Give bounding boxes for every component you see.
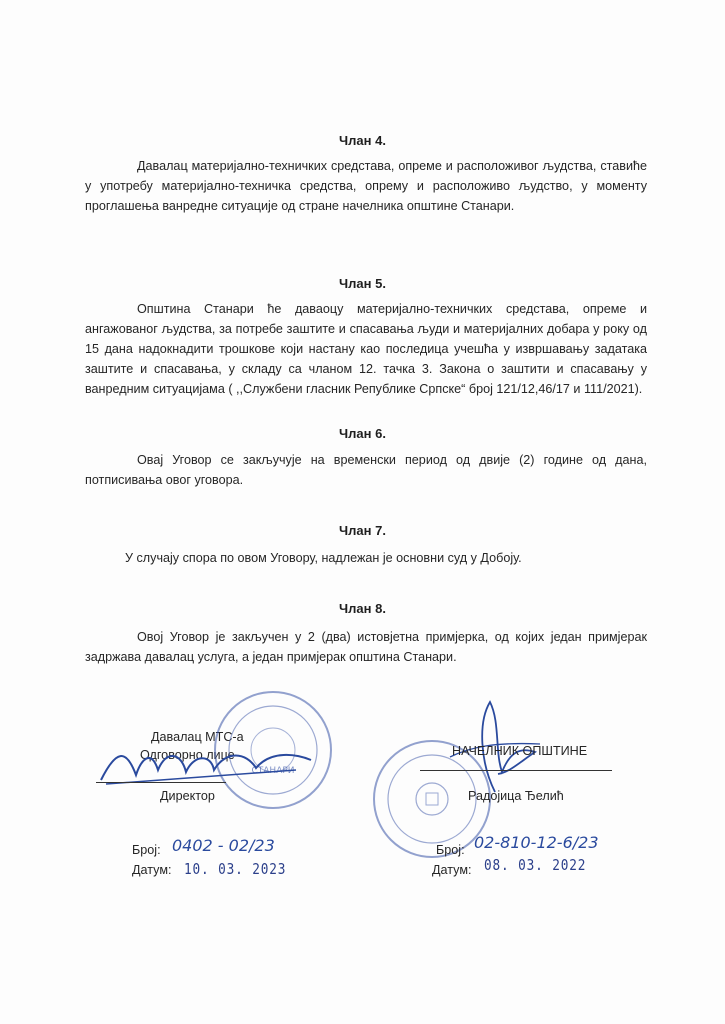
left-date-value: 10. 03. 2023 bbox=[184, 860, 287, 878]
article-8-paragraph: Овој Уговор је закључен у 2 (два) истовјетна примјерка, од којих један примјерак задржава давалац услуга, а један примјерак општина Станари. bbox=[85, 630, 647, 664]
right-party-name: Радојица Ђелић bbox=[468, 789, 564, 803]
left-date-label: Датум: bbox=[132, 863, 172, 877]
article-7-heading: Члан 7. bbox=[339, 523, 386, 538]
left-party-role: Директор bbox=[160, 789, 215, 803]
article-4-paragraph: Давалац материјално-техничких средстава, опреме и расположивог људства, ставиће у употребу материјално-техничка средства, опрему и расположиво људство, у моменту проглашења ванредне ситуације од стране начелника општине Станари. bbox=[85, 159, 647, 213]
left-party-title: Давалац МТС-а bbox=[151, 730, 244, 744]
right-date-value: 08. 03. 2022 bbox=[484, 856, 587, 874]
right-number-value: 02-810-12-6/23 bbox=[474, 833, 599, 852]
article-4-text bbox=[85, 156, 647, 216]
article-8-text bbox=[85, 627, 647, 667]
article-8-heading: Члан 8. bbox=[339, 601, 386, 616]
article-6-paragraph: Овај Уговор се закључује на временски период од двије (2) године од дана, потписивања овог уговора. bbox=[85, 453, 647, 487]
article-6-heading: Члан 6. bbox=[339, 426, 386, 441]
article-5-paragraph: Општина Станари ће даваоцу материјално-техничких средстава, опреме и ангажованог људства, за потребе заштите и спасавања људи и материјалних добара у року од 15 дана надокнадити трошкове који настану као последица учешћа у извршавању задатака заштите и спасавања, у складу са чланом 12. тачка 3. Закона о заштити и спасавању у ванредним ситуацијама ( ,,Службени гласник Републике Српске“ број 121/12,46/17 и 111/2021). bbox=[85, 302, 647, 396]
article-4-heading: Члан 4. bbox=[339, 133, 386, 148]
left-party-subtitle: Одговорно лице bbox=[140, 748, 235, 762]
article-7-paragraph: У случају спора по овом Уговору, надлежан је основни суд у Добоју. bbox=[125, 551, 522, 565]
article-5-text bbox=[85, 299, 647, 399]
left-number-value: 0402 - 02/23 bbox=[172, 836, 275, 855]
left-number-label: Број: bbox=[132, 843, 161, 857]
right-number-label: Број: bbox=[436, 843, 465, 857]
article-6-text bbox=[85, 450, 647, 490]
right-signature-line bbox=[420, 770, 612, 771]
article-5-heading: Члан 5. bbox=[339, 276, 386, 291]
right-date-label: Датум: bbox=[432, 863, 472, 877]
right-party-title: НАЧЕЛНИК ОПШТИНЕ bbox=[452, 744, 588, 758]
article-7-text bbox=[85, 548, 647, 568]
left-signature-line bbox=[96, 782, 226, 783]
stamp-center-text: СТАНАРИ bbox=[251, 766, 295, 776]
